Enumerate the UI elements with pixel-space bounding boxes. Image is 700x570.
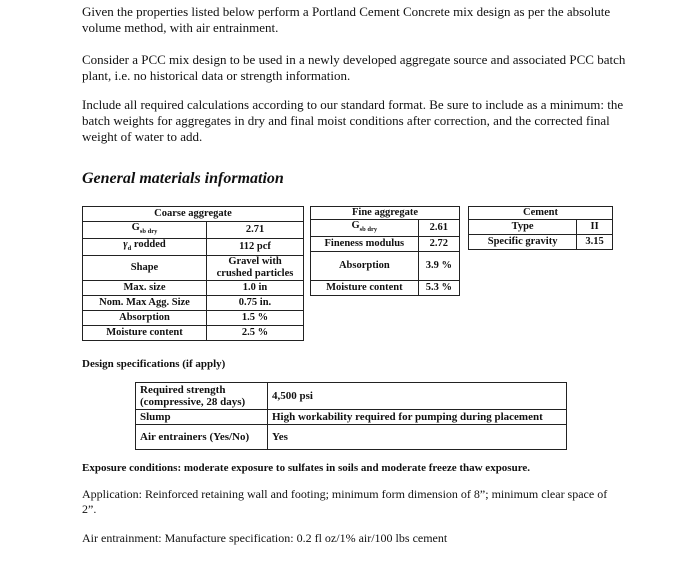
cement-type-value: II [577,220,613,235]
table-row [83,222,304,239]
coarse-moisture-label: Moisture content [83,326,207,341]
intro-paragraph-3: Include all required calculations according to our standard format. Be sure to include as a minimum: the batch weights for aggregates in dry and final moist conditions after correction, and the corrected final weight of water to add. [82,97,624,144]
fine-header: Fine aggregate [311,207,460,220]
coarse-shape-value: Gravel with crushed particles [207,256,304,281]
coarse-max-size-value: 1.0 in [207,281,304,296]
coarse-gsb-value: 2.71 [207,222,304,239]
coarse-unit-weight-label: $\gamma_d$ rodded [83,239,207,256]
table-row [83,256,304,281]
table-row [83,239,304,256]
design-air-value: Yes [268,425,567,450]
intro-paragraph-2: Consider a PCC mix design to be used in a newly developed aggregate source and associated PCC batch plant, i.e. no historical data or strength information. [82,52,626,83]
fine-moisture-value: 5.3 % [418,281,459,296]
design-strength-value: 4,500 psi [268,383,567,410]
fine-moisture-label: Moisture content [311,281,419,296]
table-row [83,207,304,222]
coarse-header: Coarse aggregate [83,207,304,222]
fine-absorption-value: 3.9 % [418,252,459,281]
table-row [136,410,567,425]
design-slump-value: High workability required for pumping during placement [268,410,567,425]
table-row [83,326,304,341]
cement-table [468,206,613,250]
exposure-conditions: Exposure conditions: moderate exposure to sulfates in soils and moderate freeze thaw exposure. [82,462,531,474]
application-text: Application: Reinforced retaining wall and footing; minimum form dimension of 8”; minimum clear space of 2”. [82,487,608,516]
coarse-absorption-label: Absorption [83,311,207,326]
table-row [83,296,304,311]
coarse-unit-weight-value: 112 pcf [207,239,304,256]
table-row [311,281,460,296]
table-row [83,311,304,326]
fine-fm-value: 2.72 [418,237,459,252]
coarse-absorption-value: 1.5 % [207,311,304,326]
table-row [469,220,613,235]
table-row [311,252,460,281]
coarse-moisture-value: 2.5 % [207,326,304,341]
design-specifications-heading: Design specifications (if apply) [82,358,226,370]
fine-gsb-label: $G_{sb dry}$ [311,220,419,237]
table-row [311,237,460,252]
coarse-gsb-label: $G_{sb dry}$ [83,222,207,239]
design-air-label: Air entrainers (Yes/No) [136,425,268,450]
design-specifications-table [135,382,567,450]
intro-paragraph-1: Given the properties listed below perform a Portland Cement Concrete mix design as per the absolute volume method, with air entrainment. [82,4,611,35]
table-row [83,281,304,296]
fine-fm-label: Fineness modulus [311,237,419,252]
coarse-aggregate-table [82,206,304,341]
cement-sg-value: 3.15 [577,235,613,250]
coarse-max-size-label: Max. size [83,281,207,296]
section-title: General materials information [82,170,284,187]
design-strength-label: Required strength (compressive, 28 days) [136,383,268,410]
table-row [136,383,567,410]
cement-type-label: Type [469,220,577,235]
design-slump-label: Slump [136,410,268,425]
table-row [311,220,460,237]
cement-sg-label: Specific gravity [469,235,577,250]
table-row [311,207,460,220]
air-entrainment-text: Air entrainment: Manufacture specification: 0.2 fl oz/1% air/100 lbs cement [82,531,448,545]
fine-absorption-label: Absorption [311,252,419,281]
table-row [469,207,613,220]
cement-header: Cement [469,207,613,220]
fine-gsb-value: 2.61 [418,220,459,237]
coarse-nom-max-value: 0.75 in. [207,296,304,311]
fine-aggregate-table [310,206,460,296]
coarse-shape-label: Shape [83,256,207,281]
table-row [469,235,613,250]
table-row [136,425,567,450]
coarse-nom-max-label: Nom. Max Agg. Size [83,296,207,311]
